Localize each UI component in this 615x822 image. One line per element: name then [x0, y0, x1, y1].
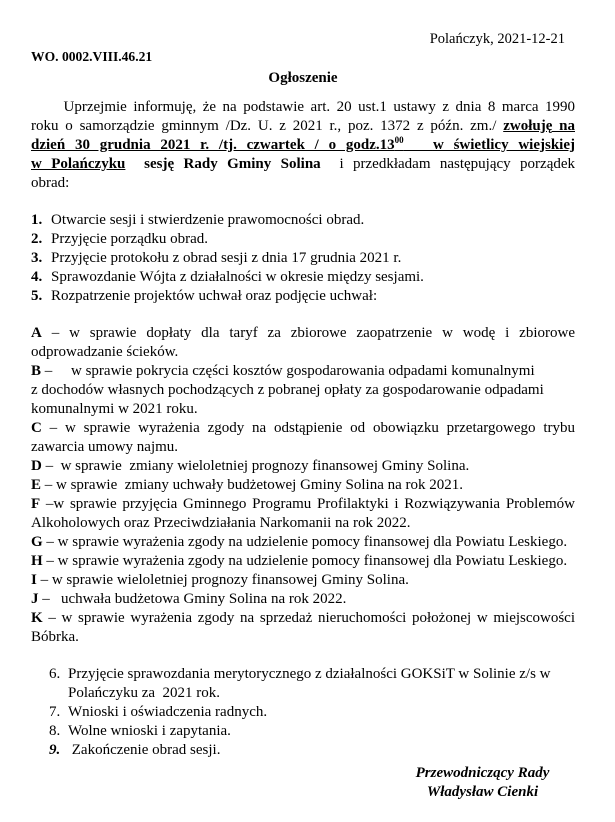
agenda-text: Wnioski i oświadczenia radnych.	[68, 704, 268, 720]
convocation-text: zwołuję na	[503, 118, 575, 134]
resolution-text: – uchwała budżetowa Gminy Solina na rok 2022.	[42, 591, 347, 607]
resolution-text: odprowadzanie ścieków.	[31, 344, 179, 360]
resolution-letter: K	[31, 610, 43, 626]
resolution-g	[31, 533, 575, 552]
intro-text: obrad:	[31, 175, 70, 191]
agenda-list-continued	[31, 665, 575, 760]
agenda-number: 2.	[31, 231, 43, 247]
resolution-b-cont	[31, 400, 575, 419]
resolution-f	[31, 495, 575, 514]
resolution-h	[31, 552, 575, 571]
resolution-letter: F	[31, 496, 41, 512]
agenda-number: 1.	[31, 212, 43, 228]
agenda-number: 7.	[49, 704, 61, 720]
resolution-text: komunalnymi w 2021 roku.	[31, 401, 198, 417]
resolution-text: zawarcia umowy najmu.	[31, 439, 179, 455]
resolution-text: – w sprawie zmiany wieloletniej prognozy finansowej Gminy Solina.	[45, 458, 470, 474]
agenda-item	[31, 211, 575, 230]
agenda-number: 8.	[49, 723, 61, 739]
resolution-i	[31, 571, 575, 590]
resolution-text: – w sprawie wyrażenia zgody na odstąpienie od obowiązku przetargowego trybu	[49, 420, 575, 436]
place-date: Polańczyk, 2021-12-21	[429, 31, 565, 47]
agenda-text: Polańczyku za 2021 rok.	[68, 685, 221, 701]
time-superscript: 00	[394, 135, 404, 145]
session-date-text: dzień 30 grudnia 2021 r. /tj. czwartek / o godz.13	[31, 137, 395, 153]
document-title: Ogłoszenie	[268, 70, 338, 86]
reference-number: WO. 0002.VIII.46.21	[31, 49, 153, 64]
resolution-e	[31, 476, 575, 495]
venue-text: w świetlicy wiejskiej	[432, 137, 576, 153]
agenda-text: Przyjęcie porządku obrad.	[51, 231, 209, 247]
agenda-text: Wolne wnioski i zapytania.	[68, 723, 231, 739]
resolution-b	[31, 362, 575, 381]
resolution-j	[31, 590, 575, 609]
resolution-k	[31, 609, 575, 628]
intro-paragraph	[31, 98, 575, 193]
agenda-text: Zakończenie obrad sesji.	[68, 742, 221, 758]
resolution-text: – w sprawie pokrycia części kosztów gospodarowania odpadami komunalnymi	[44, 363, 535, 379]
resolution-letter: D	[31, 458, 42, 474]
venue-location: w Polańczyku	[31, 156, 126, 172]
resolution-letter: C	[31, 420, 42, 436]
agenda-item	[31, 268, 575, 287]
resolution-c-cont	[31, 438, 575, 457]
resolution-text: Alkoholowych oraz Przeciwdziałania Narkomanii na rok 2022.	[31, 515, 411, 531]
resolution-c	[31, 419, 575, 438]
intro-line	[31, 136, 575, 155]
resolution-d	[31, 457, 575, 476]
agenda-item	[49, 665, 575, 684]
agenda-item	[31, 230, 575, 249]
intro-line	[31, 155, 575, 174]
agenda-item	[31, 249, 575, 268]
agenda-item	[49, 722, 575, 741]
resolution-letter: H	[31, 553, 43, 569]
resolution-letter: B	[31, 363, 42, 379]
resolution-text: –w sprawie przyjęcia Gminnego Programu Profilaktyki i Rozwiązywania Problemów	[45, 496, 575, 512]
agenda-number: 4.	[31, 269, 43, 285]
agenda-text: Przyjęcie protokołu z obrad sesji z dnia 17 grudnia 2021 r.	[51, 250, 402, 266]
resolution-text: – w sprawie wyrażenia zgody na sprzedaż nieruchomości położonej w miejscowości	[48, 610, 576, 626]
resolutions-list	[31, 324, 575, 647]
resolution-a-cont	[31, 343, 575, 362]
resolution-k-cont	[31, 628, 575, 647]
agenda-text: Sprawozdanie Wójta z działalności w okresie między sesjami.	[51, 269, 424, 285]
resolution-letter: E	[31, 477, 42, 493]
resolution-text: – w sprawie dopłaty dla taryf za zbiorowe zaopatrzenie w wodę i zbiorowe	[51, 325, 575, 341]
resolution-letter: G	[31, 534, 43, 550]
agenda-item	[49, 741, 575, 760]
resolution-text: – w sprawie wyrażenia zgody na udzielenie pomocy finansowej dla Powiatu Leskiego.	[46, 553, 568, 569]
resolution-text: – w sprawie wyrażenia zgody na udzielenie pomocy finansowej dla Powiatu Leskiego.	[46, 534, 568, 550]
agenda-number: 3.	[31, 250, 43, 266]
resolution-b-cont	[31, 381, 575, 400]
signature-block	[400, 764, 565, 802]
intro-line	[31, 98, 575, 117]
intro-text: roku o samorządzie gminnym /Dz. U. z 2021 r., poz. 1372 z późn. zm./	[31, 118, 497, 134]
signature-role: Przewodniczący Rady	[415, 765, 550, 781]
intro-line	[31, 117, 575, 136]
agenda-text: Rozpatrzenie projektów uchwał oraz podjęcie uchwał:	[51, 288, 378, 304]
resolution-text: z dochodów własnych pochodzących z pobranej opłaty za gospodarowanie odpadami	[31, 382, 544, 398]
resolution-letter: J	[31, 591, 39, 607]
agenda-number: 9.	[49, 742, 61, 758]
agenda-number: 6.	[49, 666, 61, 682]
agenda-item	[31, 287, 575, 306]
resolution-a	[31, 324, 575, 343]
agenda-number: 5.	[31, 288, 43, 304]
agenda-text: Otwarcie sesji i stwierdzenie prawomocności obrad.	[51, 212, 365, 228]
agenda-item	[49, 703, 575, 722]
resolution-text: – w sprawie wieloletniej prognozy finansowej Gminy Solina.	[40, 572, 409, 588]
agenda-list	[31, 211, 575, 306]
intro-line	[31, 174, 575, 193]
resolution-letter: A	[31, 325, 42, 341]
resolution-f-cont	[31, 514, 575, 533]
intro-text: Uprzejmie informuję, że na podstawie art. 20 ust.1 ustawy z dnia 8 marca 1990	[63, 99, 576, 115]
resolution-text: Bóbrka.	[31, 629, 79, 645]
agenda-text: Przyjęcie sprawozdania merytorycznego z działalności GOKSiT w Solinie z/s w	[68, 666, 551, 682]
signature-name: Władysław Cienki	[426, 784, 539, 800]
resolution-text: – w sprawie zmiany uchwały budżetowej Gminy Solina na rok 2021.	[44, 477, 464, 493]
council-session: sesję Rady Gminy Solina	[144, 156, 321, 172]
agenda-item-cont	[49, 684, 575, 703]
intro-text: i przedkładam następujący porządek	[339, 156, 576, 172]
resolution-letter: I	[31, 572, 37, 588]
